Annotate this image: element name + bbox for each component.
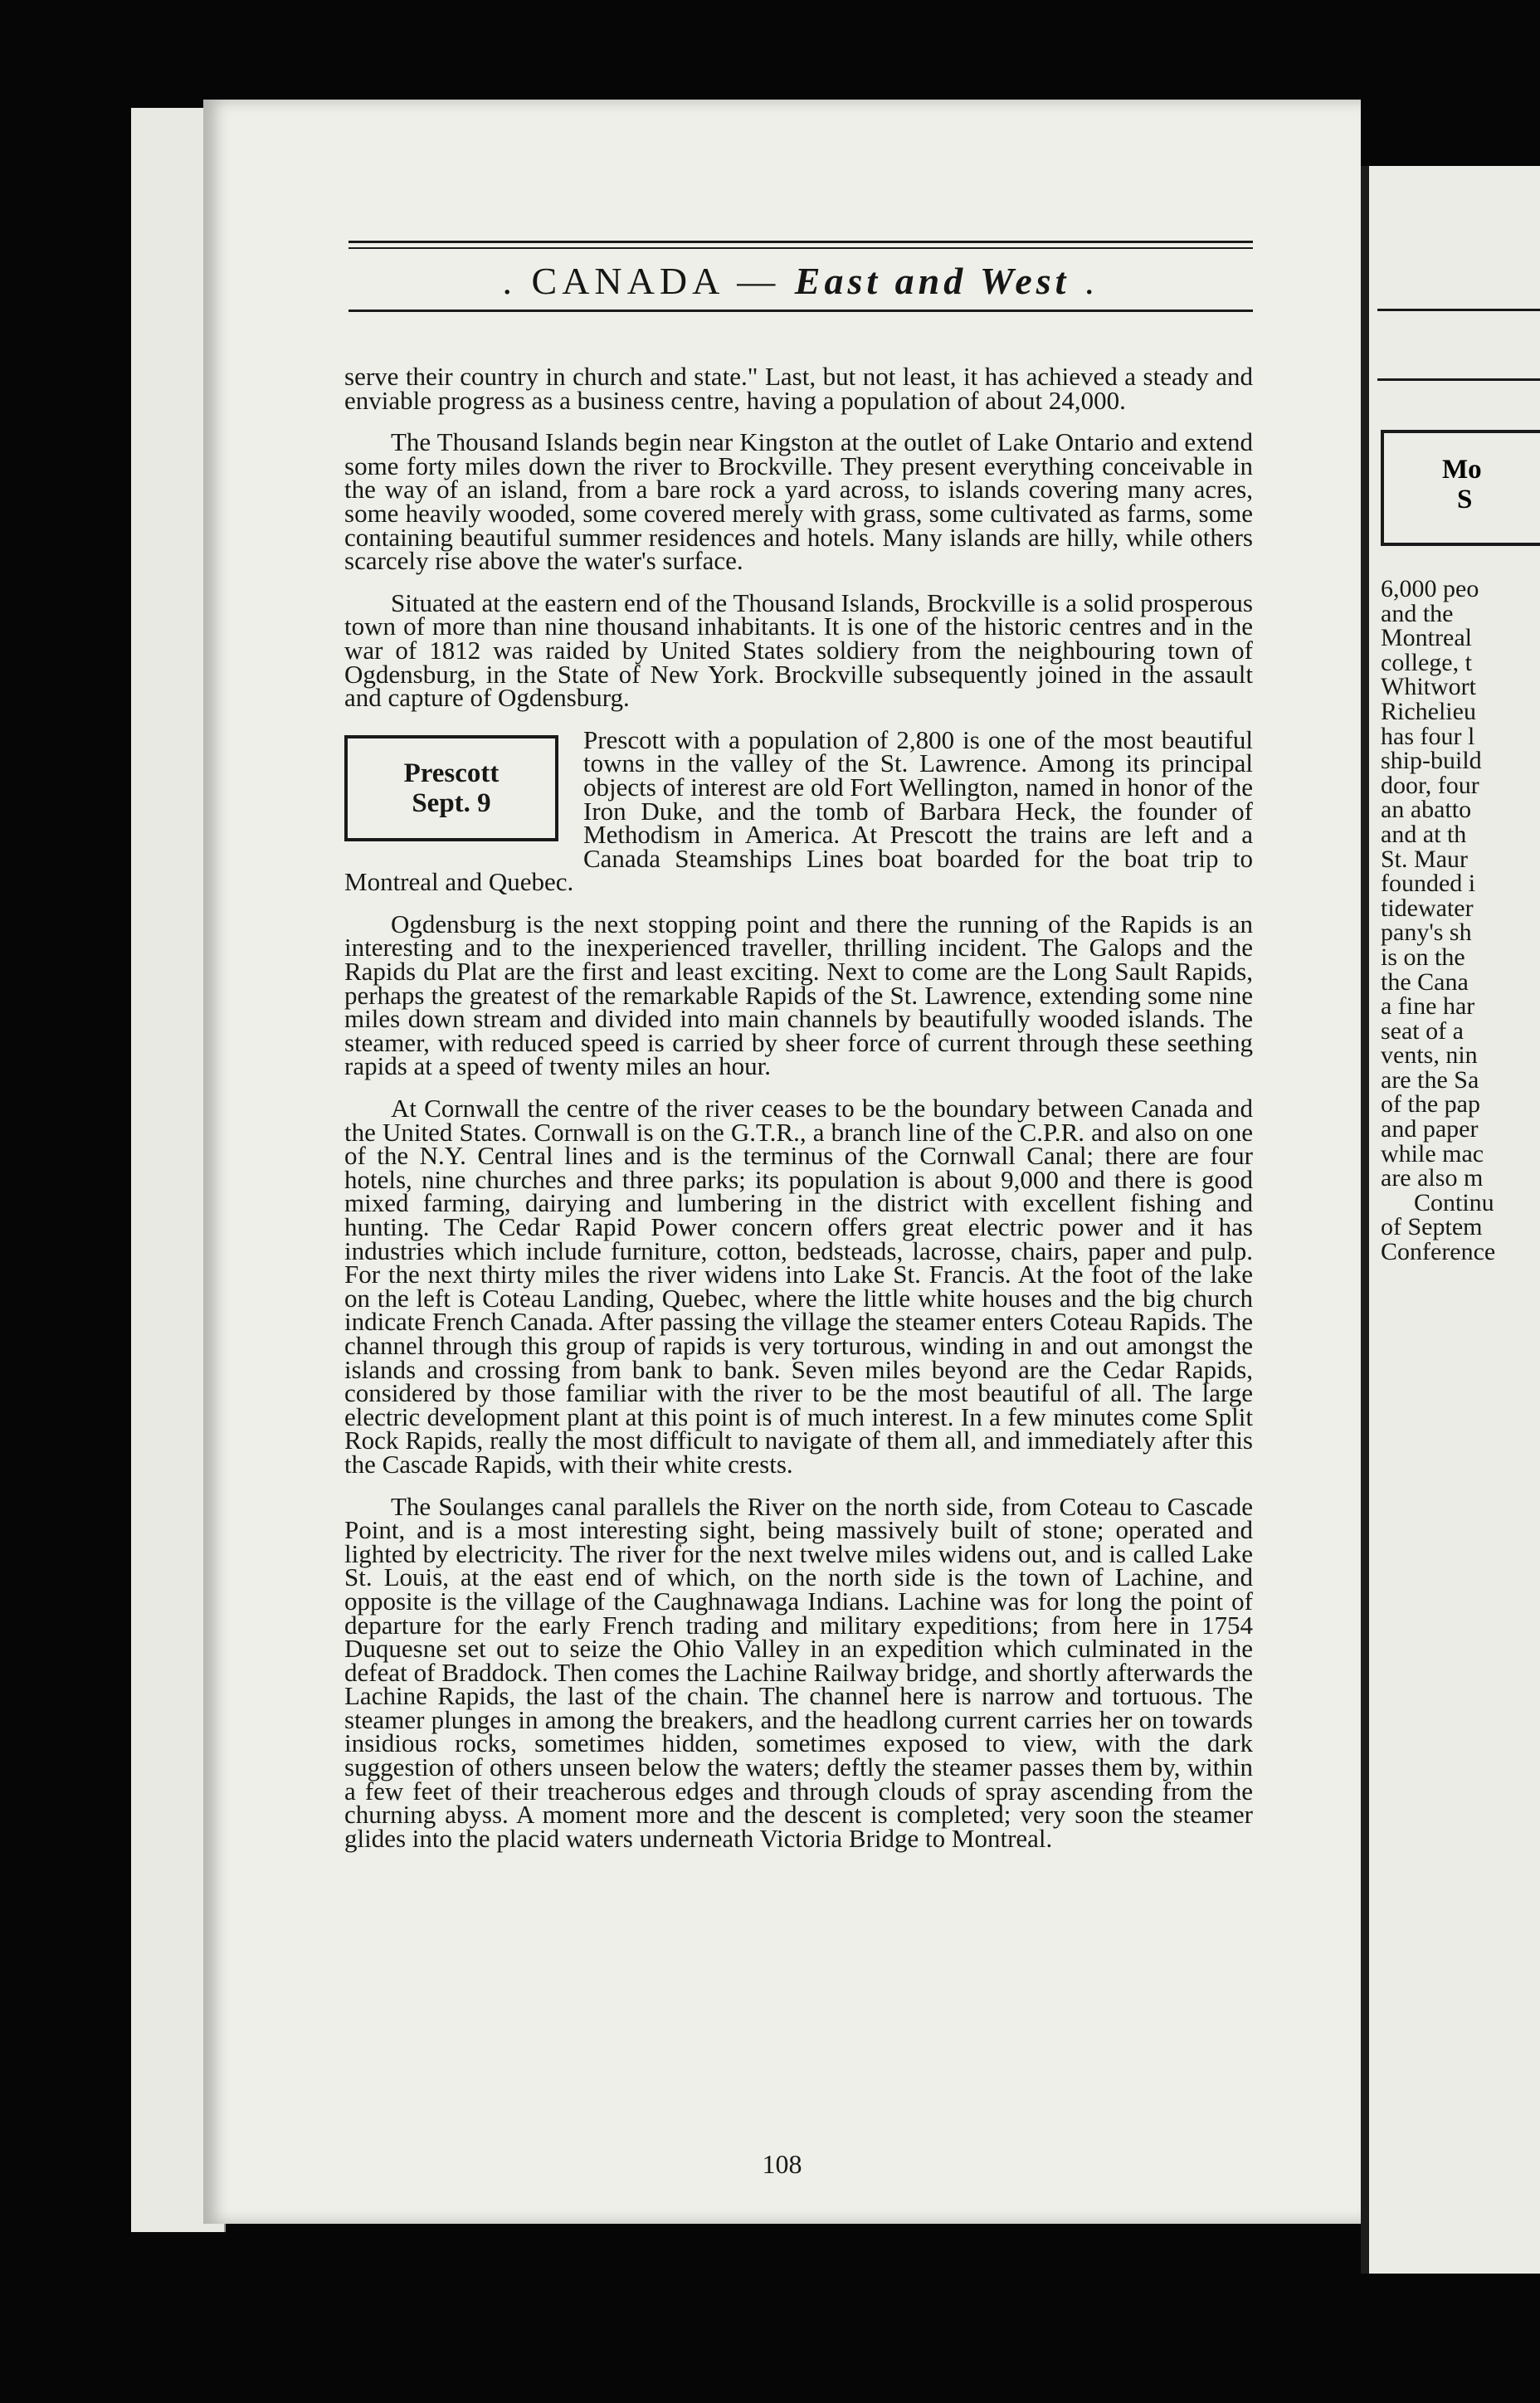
- right-line: and the: [1381, 599, 1454, 627]
- right-line: pany's sh: [1381, 919, 1472, 947]
- header-title-dash: —: [722, 260, 795, 302]
- paragraph-cornwall: At Cornwall the centre of the river ceases to be the boundary between Canada and the United States. Cornwall is on the G.T.R., a branch line of the C.P.R. and also on one of the N.Y. Central lines and is the terminus of the Cornwall Canal; there are four hotels, nine churches and three parks; its population is about 9,000 and there is good mixed farming, dairying and lumbering in the district with excellent fishing and hunting. The Cedar Rapid Power concern offers great electric power and it has industries which include furniture, cotton, bedsteads, lacrosse, chairs, paper and pulp. For the next thirty miles the river widens into Lake St. Francis. At the foot of the lake on the left is Coteau Landing, Quebec, where the little white houses and the big church indicate French Canada. After passing the village the steamer enters Coteau Rapids. The channel through this group of rapids is very torturous, winding in and out amongst the islands and crossing from bank to bank. Seven miles beyond are the Cedar Rapids, considered by those familiar with the river to be the most beautiful of all. The large electric development plant at this point is of much interest. In a few minutes come Split Rock Rapids, really the most difficult to navigate of them all, and immediately after this the Cascade Rapids, with their white crests.: [344, 1094, 1253, 1479]
- right-line: has four l: [1381, 722, 1475, 750]
- right-box-line1: Mo: [1442, 455, 1482, 485]
- right-line: Continu: [1414, 1188, 1494, 1216]
- header-bottom-rule: [348, 310, 1253, 312]
- right-page-text: [1381, 577, 1495, 1265]
- right-line: is on the: [1381, 943, 1465, 971]
- right-line: are the Sa: [1381, 1065, 1479, 1094]
- right-line: are also m: [1381, 1164, 1484, 1192]
- right-line: of the pap: [1381, 1090, 1480, 1119]
- sidebox-place: Prescott: [403, 758, 500, 788]
- right-line: and paper: [1381, 1115, 1479, 1143]
- prescott-section: [344, 729, 1253, 913]
- header-title-end: .: [1070, 260, 1099, 302]
- right-line: vents, nin: [1381, 1041, 1478, 1070]
- right-line: ship-build: [1381, 747, 1482, 775]
- body-text: [344, 362, 1253, 1869]
- left-page: [203, 100, 1361, 2224]
- page-stack-edges: [124, 108, 216, 2232]
- right-line: of Septem: [1381, 1213, 1483, 1241]
- right-box-line2: S: [1457, 485, 1473, 514]
- running-header: [348, 241, 1253, 312]
- paragraph-continuation: serve their country in church and state." Last, but not least, it has achieved a steady and enviable progress as a business centre, having a population of about 24,000.: [344, 362, 1253, 415]
- right-line: St. Maur: [1381, 845, 1468, 873]
- right-line: door, four: [1381, 771, 1479, 799]
- right-line: a fine har: [1381, 992, 1475, 1021]
- paragraph-prescott: Prescott with a population of 2,800 is one of the most beautiful towns in the valley of the St. Lawrence. Among its principal objects of interest are old Fort Wellington, named in honor of the Iron Duke, and the tomb of Barbara Heck, the founder of Methodism in America. At Prescott the trains are left and a Canada Steamships Lines boat boarded for the boat trip to Montreal and Quebec.: [344, 728, 1253, 897]
- right-line: Montreal: [1381, 624, 1472, 652]
- paragraph-soulanges: The Soulanges canal parallels the River on the north side, from Coteau to Cascade Point, and is a most interesting sight, being massively built of stone; operated and lighted by electricity. The river for the next twelve miles widens out, and is called Lake St. Louis, at the east end of which, on the north side is the town of Lachine, and opposite is the village of the Caughnawaga Indians. Lachine was for long the point of departure for the early French trading and military expeditions; from here in 1754 Duquesne set out to seize the Ohio Valley in an expedition which culminated in the defeat of Braddock. Then comes the Lachine Railway bridge, and shortly afterwards the Lachine Rapids, the last of the chain. The channel here is narrow and tortuous. The steamer plunges in among the breakers, and the headlong current carries her on towards insidious rocks, sometimes hidden, sometimes exposed to view, with the dark suggestion of others unseen below the waters; deftly the steamer passes them by, within a few feet of their treacherous edges and through clouds of spray ascending from the churning abyss. A moment more and the descent is completed; very soon the steamer glides into the placid waters underneath Victoria Bridge to Montreal.: [344, 1491, 1253, 1853]
- right-line: college, t: [1381, 648, 1472, 676]
- header-title: [348, 259, 1253, 303]
- right-page-top-rule: [1377, 309, 1540, 311]
- right-line: the Cana: [1381, 968, 1469, 996]
- right-line: Richelieu: [1381, 697, 1476, 725]
- sidebox-date: Sept. 9: [412, 787, 491, 818]
- right-page-sidebox: [1381, 430, 1540, 546]
- right-line: Whitwort: [1381, 673, 1476, 701]
- paragraph-ogdensburg: Ogdensburg is the next stopping point and there the running of the Rapids is an interesting and to the inexperienced traveller, thrilling incident. The Galops and the Rapids du Plat are the first and least exciting. Next to come are the Long Sault Rapids, perhaps the greatest of the remarkable Rapids of the St. Lawrence, extending some nine miles down stream and divided into main channels by beautifully wooded islands. The steamer, with reduced speed is carried by sheer force of current through these seething rapids at a speed of twenty miles an hour.: [344, 909, 1253, 1081]
- prescott-sidebox: [344, 735, 558, 841]
- right-page-second-rule: [1377, 378, 1540, 381]
- right-line: tidewater: [1381, 894, 1474, 922]
- right-line: an abatto: [1381, 796, 1472, 824]
- right-line: founded i: [1381, 870, 1476, 898]
- right-line: seat of a: [1381, 1016, 1464, 1045]
- right-line: 6,000 peo: [1381, 575, 1479, 602]
- header-top-rule: [348, 241, 1253, 249]
- paragraph-thousand-islands: The Thousand Islands begin near Kingston at the outlet of Lake Ontario and extend some forty miles down the river to Brockville. They present everything conceivable in the way of an island, from a bare rock a yard across, to islands covering many acres, some heavily wooded, some covered merely with grass, some cultivated as farms, some containing beautiful summer residences and hotels. Many islands are hilly, while others scarcely rise above the water's surface.: [344, 427, 1253, 576]
- page-number: 108: [762, 2149, 802, 2179]
- right-line: while mac: [1381, 1139, 1484, 1167]
- header-title-canada: . CANADA: [502, 260, 723, 302]
- right-line: and at th: [1381, 820, 1467, 848]
- right-line: Conference: [1381, 1238, 1496, 1266]
- paragraph-brockville: Situated at the eastern end of the Thousand Islands, Brockville is a solid prosperous town of more than nine thousand inhabitants. It is one of the historic centres and in the war of 1812 was raided by United States soldiery from the neighbouring town of Ogdensburg, in the State of New York. Brockville subsequently joined in the assault and capture of Ogdensburg.: [344, 587, 1253, 713]
- header-title-east-west: East and West: [794, 260, 1070, 302]
- right-page: [1361, 166, 1540, 2274]
